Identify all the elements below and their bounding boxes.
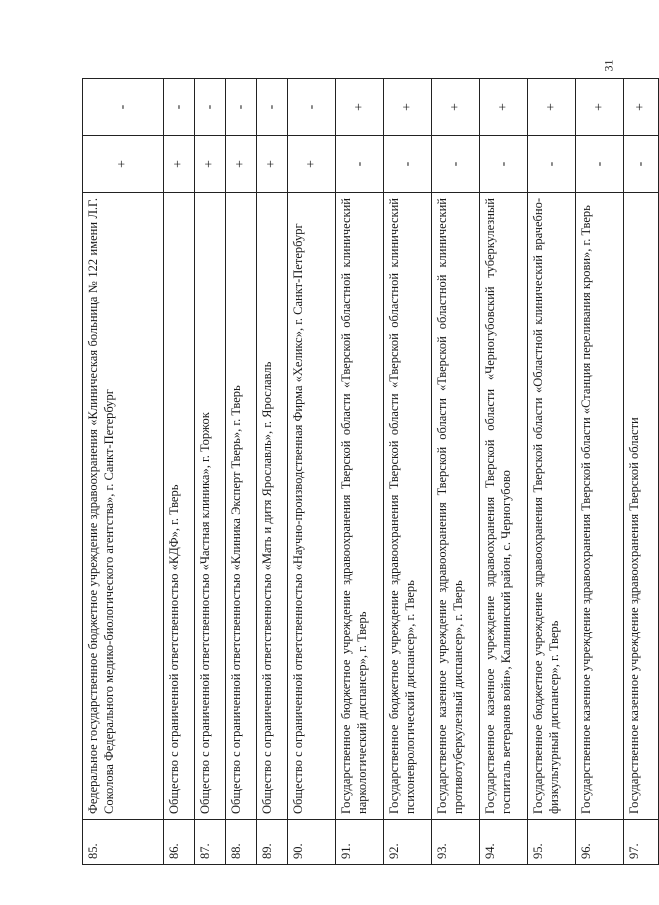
mark-column-1: -	[624, 136, 659, 193]
table-row	[226, 79, 257, 865]
row-number: 88.	[226, 820, 257, 865]
institution-name: Общество с ограниченной ответственностью «Мать и дитя Ярославль», г. Ярославль	[257, 193, 288, 820]
row-number: 95.	[528, 820, 576, 865]
row-number: 86.	[164, 820, 195, 865]
table-row	[480, 79, 528, 865]
row-number: 96.	[576, 820, 624, 865]
institution-name: Государственное казенное учреждение здравоохранения Тверской области «Тверской областной клинический противотуберкулезный диспансер», г. Тверь	[432, 193, 480, 820]
mark-column-1: +	[257, 136, 288, 193]
row-number: 87.	[195, 820, 226, 865]
mark-column-2: +	[432, 79, 480, 136]
mark-column-2: +	[336, 79, 384, 136]
table-row	[164, 79, 195, 865]
row-number: 92.	[384, 820, 432, 865]
mark-column-2: +	[576, 79, 624, 136]
row-number: 90.	[288, 820, 336, 865]
row-number: 93.	[432, 820, 480, 865]
institution-name: Общество с ограниченной ответственностью «КДФ», г. Тверь	[164, 193, 195, 820]
table-row	[432, 79, 480, 865]
table-row	[195, 79, 226, 865]
row-number: 94.	[480, 820, 528, 865]
mark-column-1: -	[528, 136, 576, 193]
mark-column-2: -	[164, 79, 195, 136]
institution-name: Государственное бюджетное учреждение здравоохранения Тверской области «Областной клинический врачебно-физкультурный диспансер», г. Тверь	[528, 193, 576, 820]
row-number: 89.	[257, 820, 288, 865]
institution-name: Государственное казенное учреждение здравоохранения Тверской области «Черногубовский туберкулезный госпиталь ветеранов войн», Калининский район, с. Черногубово	[480, 193, 528, 820]
mark-column-2: -	[288, 79, 336, 136]
table-row	[576, 79, 624, 865]
mark-column-1: +	[288, 136, 336, 193]
page-number: 31	[601, 59, 616, 72]
mark-column-1: -	[576, 136, 624, 193]
mark-column-2: -	[195, 79, 226, 136]
institution-name: Государственное казенное учреждение здравоохранения Тверской области	[624, 193, 659, 820]
table-row	[384, 79, 432, 865]
row-number: 91.	[336, 820, 384, 865]
mark-column-2: -	[83, 79, 164, 136]
institution-name: Государственное бюджетное учреждение здравоохранения Тверской области «Тверской областной клинический психоневрологический диспансер», г. Тверь	[384, 193, 432, 820]
table-row	[288, 79, 336, 865]
mark-column-1: +	[226, 136, 257, 193]
table-row	[257, 79, 288, 865]
mark-column-2: -	[226, 79, 257, 136]
institution-name: Федеральное государственное бюджетное учреждение здравоохранения «Клиническая больница № 122 имени Л.Г. Соколова Федерального медико-биологического агентства», г. Санкт-Петербург	[83, 193, 164, 820]
mark-column-1: +	[83, 136, 164, 193]
institution-name: Государственное бюджетное учреждение здравоохранения Тверской области «Тверской областной клинический наркологический диспансер», г. Тверь	[336, 193, 384, 820]
mark-column-1: -	[384, 136, 432, 193]
mark-column-1: +	[164, 136, 195, 193]
mark-column-1: -	[480, 136, 528, 193]
institution-name: Общество с ограниченной ответственностью «Клиника Эксперт Тверь», г. Тверь	[226, 193, 257, 820]
mark-column-1: -	[432, 136, 480, 193]
mark-column-2: +	[624, 79, 659, 136]
mark-column-2: -	[257, 79, 288, 136]
mark-column-1: -	[336, 136, 384, 193]
institution-name: Государственное казенное учреждение здравоохранения Тверской области «Станция переливания крови», г. Тверь	[576, 193, 624, 820]
table-row	[336, 79, 384, 865]
mark-column-2: +	[480, 79, 528, 136]
mark-column-1: +	[195, 136, 226, 193]
table-row	[83, 79, 164, 865]
row-number: 85.	[83, 820, 164, 865]
mark-column-2: +	[384, 79, 432, 136]
mark-column-2: +	[528, 79, 576, 136]
row-number: 97.	[624, 820, 659, 865]
institutions-table	[82, 78, 659, 865]
institutions-table-rotated	[82, 78, 649, 865]
table-row	[624, 79, 659, 865]
table-row	[528, 79, 576, 865]
institution-name: Общество с ограниченной ответственностью «Частная клиника», г. Торжок	[195, 193, 226, 820]
institution-name: Общество с ограниченной ответственностью «Научно-производственная Фирма «Хеликс», г. Санкт-Петербург	[288, 193, 336, 820]
